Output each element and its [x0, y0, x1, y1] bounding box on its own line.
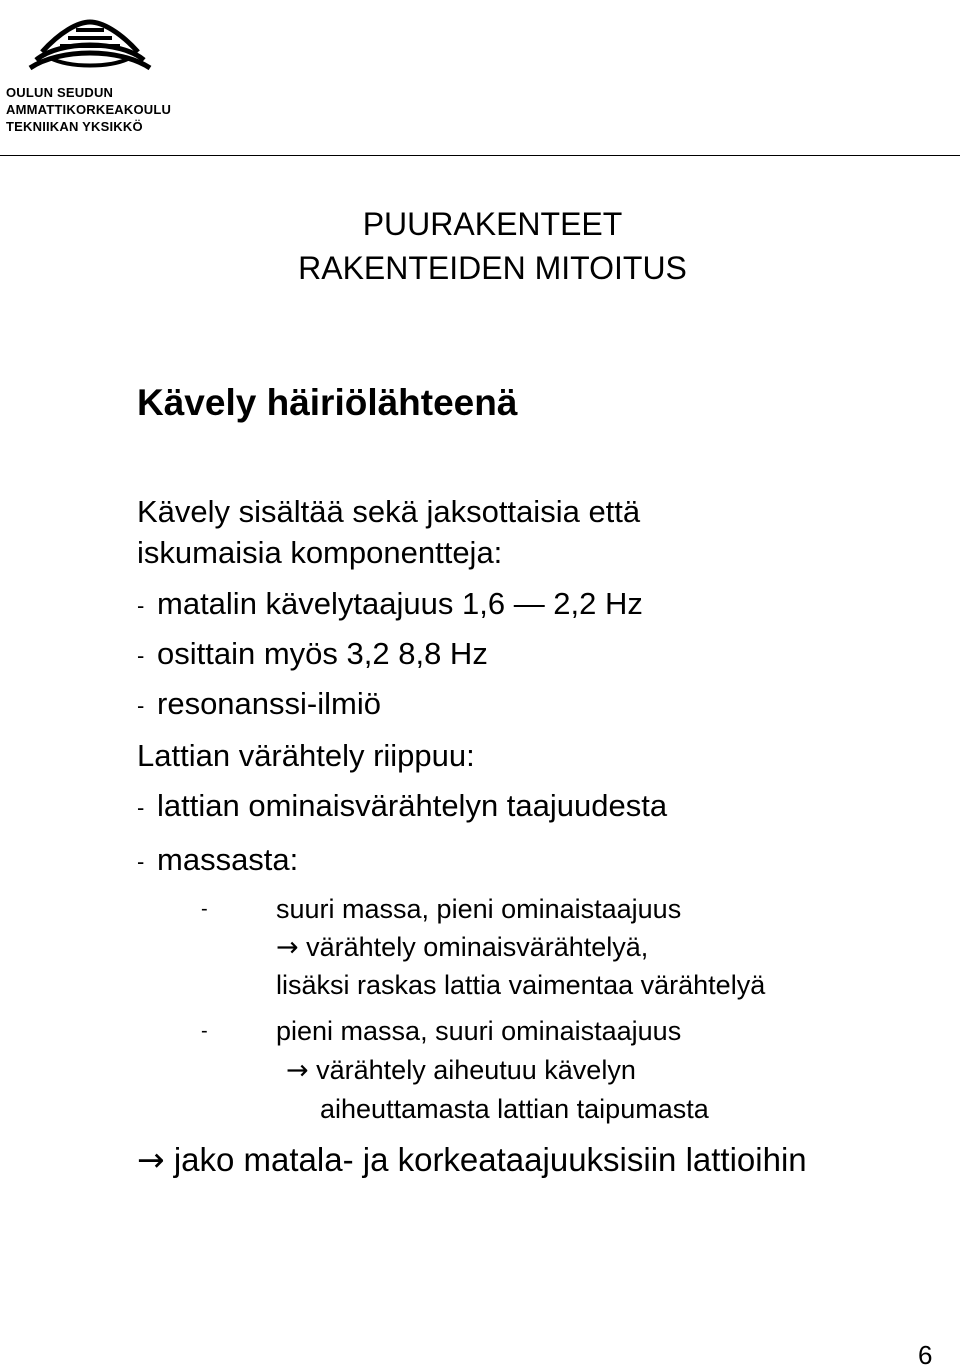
school-logo — [20, 18, 160, 80]
list-item-walking-frequency: matalin kävelytaajuus 1,6 — 2,2 Hz — [157, 586, 643, 621]
intro-line-1: Kävely sisältää sekä jaksottaisia että — [137, 494, 641, 529]
sub-item-large-mass-result — [276, 931, 648, 964]
sub-bullet-dash: - — [201, 1020, 208, 1042]
header-divider — [0, 155, 960, 156]
page-heading: Kävely häiriölähteenä — [137, 382, 518, 423]
sub-item-large-mass-result-text: värähtely ominaisvärähtelyä, — [306, 932, 649, 962]
list-item-mass: massasta: — [157, 842, 299, 877]
arrow-icon: → — [137, 1140, 165, 1179]
sub-item-large-mass: suuri massa, pieni ominaistaajuus — [276, 894, 682, 924]
arrow-icon: → — [286, 1055, 309, 1086]
org-line-3: TEKNIIKAN YKSIKKÖ — [6, 119, 143, 134]
conclusion-text: jako matala- ja korkeataajuuksisiin lattioihin — [173, 1141, 807, 1178]
arrow-icon: → — [276, 932, 299, 963]
organization-name — [6, 84, 171, 135]
bullet-dash: - — [137, 849, 145, 874]
bullet-dash: - — [137, 643, 145, 668]
page-number: 6 — [918, 1340, 933, 1370]
org-line-2: AMMATTIKORKEAKOULU — [6, 102, 172, 117]
course-subtitle: RAKENTEIDEN MITOITUS — [298, 250, 687, 286]
sub-bullet-dash: - — [201, 898, 208, 920]
list-item-partial-frequency: osittain myös 3,2 8,8 Hz — [157, 636, 488, 671]
sub-item-small-mass-deflection: aiheuttamasta lattian taipumasta — [320, 1094, 709, 1124]
course-title: PUURAKENTEET — [362, 206, 623, 242]
list-item-natural-frequency: lattian ominaisvärähtelyn taajuudesta — [157, 788, 668, 823]
bullet-dash: - — [137, 693, 145, 718]
sub-item-large-mass-damping: lisäksi raskas lattia vaimentaa värähtelyä — [276, 970, 766, 1000]
sub-item-small-mass-result — [286, 1054, 636, 1087]
sub-item-small-mass: pieni massa, suuri ominaistaajuus — [276, 1016, 682, 1046]
list-item-resonance: resonanssi-ilmiö — [157, 686, 381, 721]
bullet-dash: - — [137, 795, 145, 820]
bullet-dash: - — [137, 593, 145, 618]
conclusion — [137, 1141, 807, 1179]
intro-line-2: iskumaisia komponentteja: — [137, 535, 503, 570]
floor-intro: Lattian värähtely riippuu: — [137, 738, 475, 773]
org-line-1: OULUN SEUDUN — [6, 85, 114, 100]
sub-item-small-mass-result-text: värähtely aiheutuu kävelyn — [316, 1055, 636, 1085]
